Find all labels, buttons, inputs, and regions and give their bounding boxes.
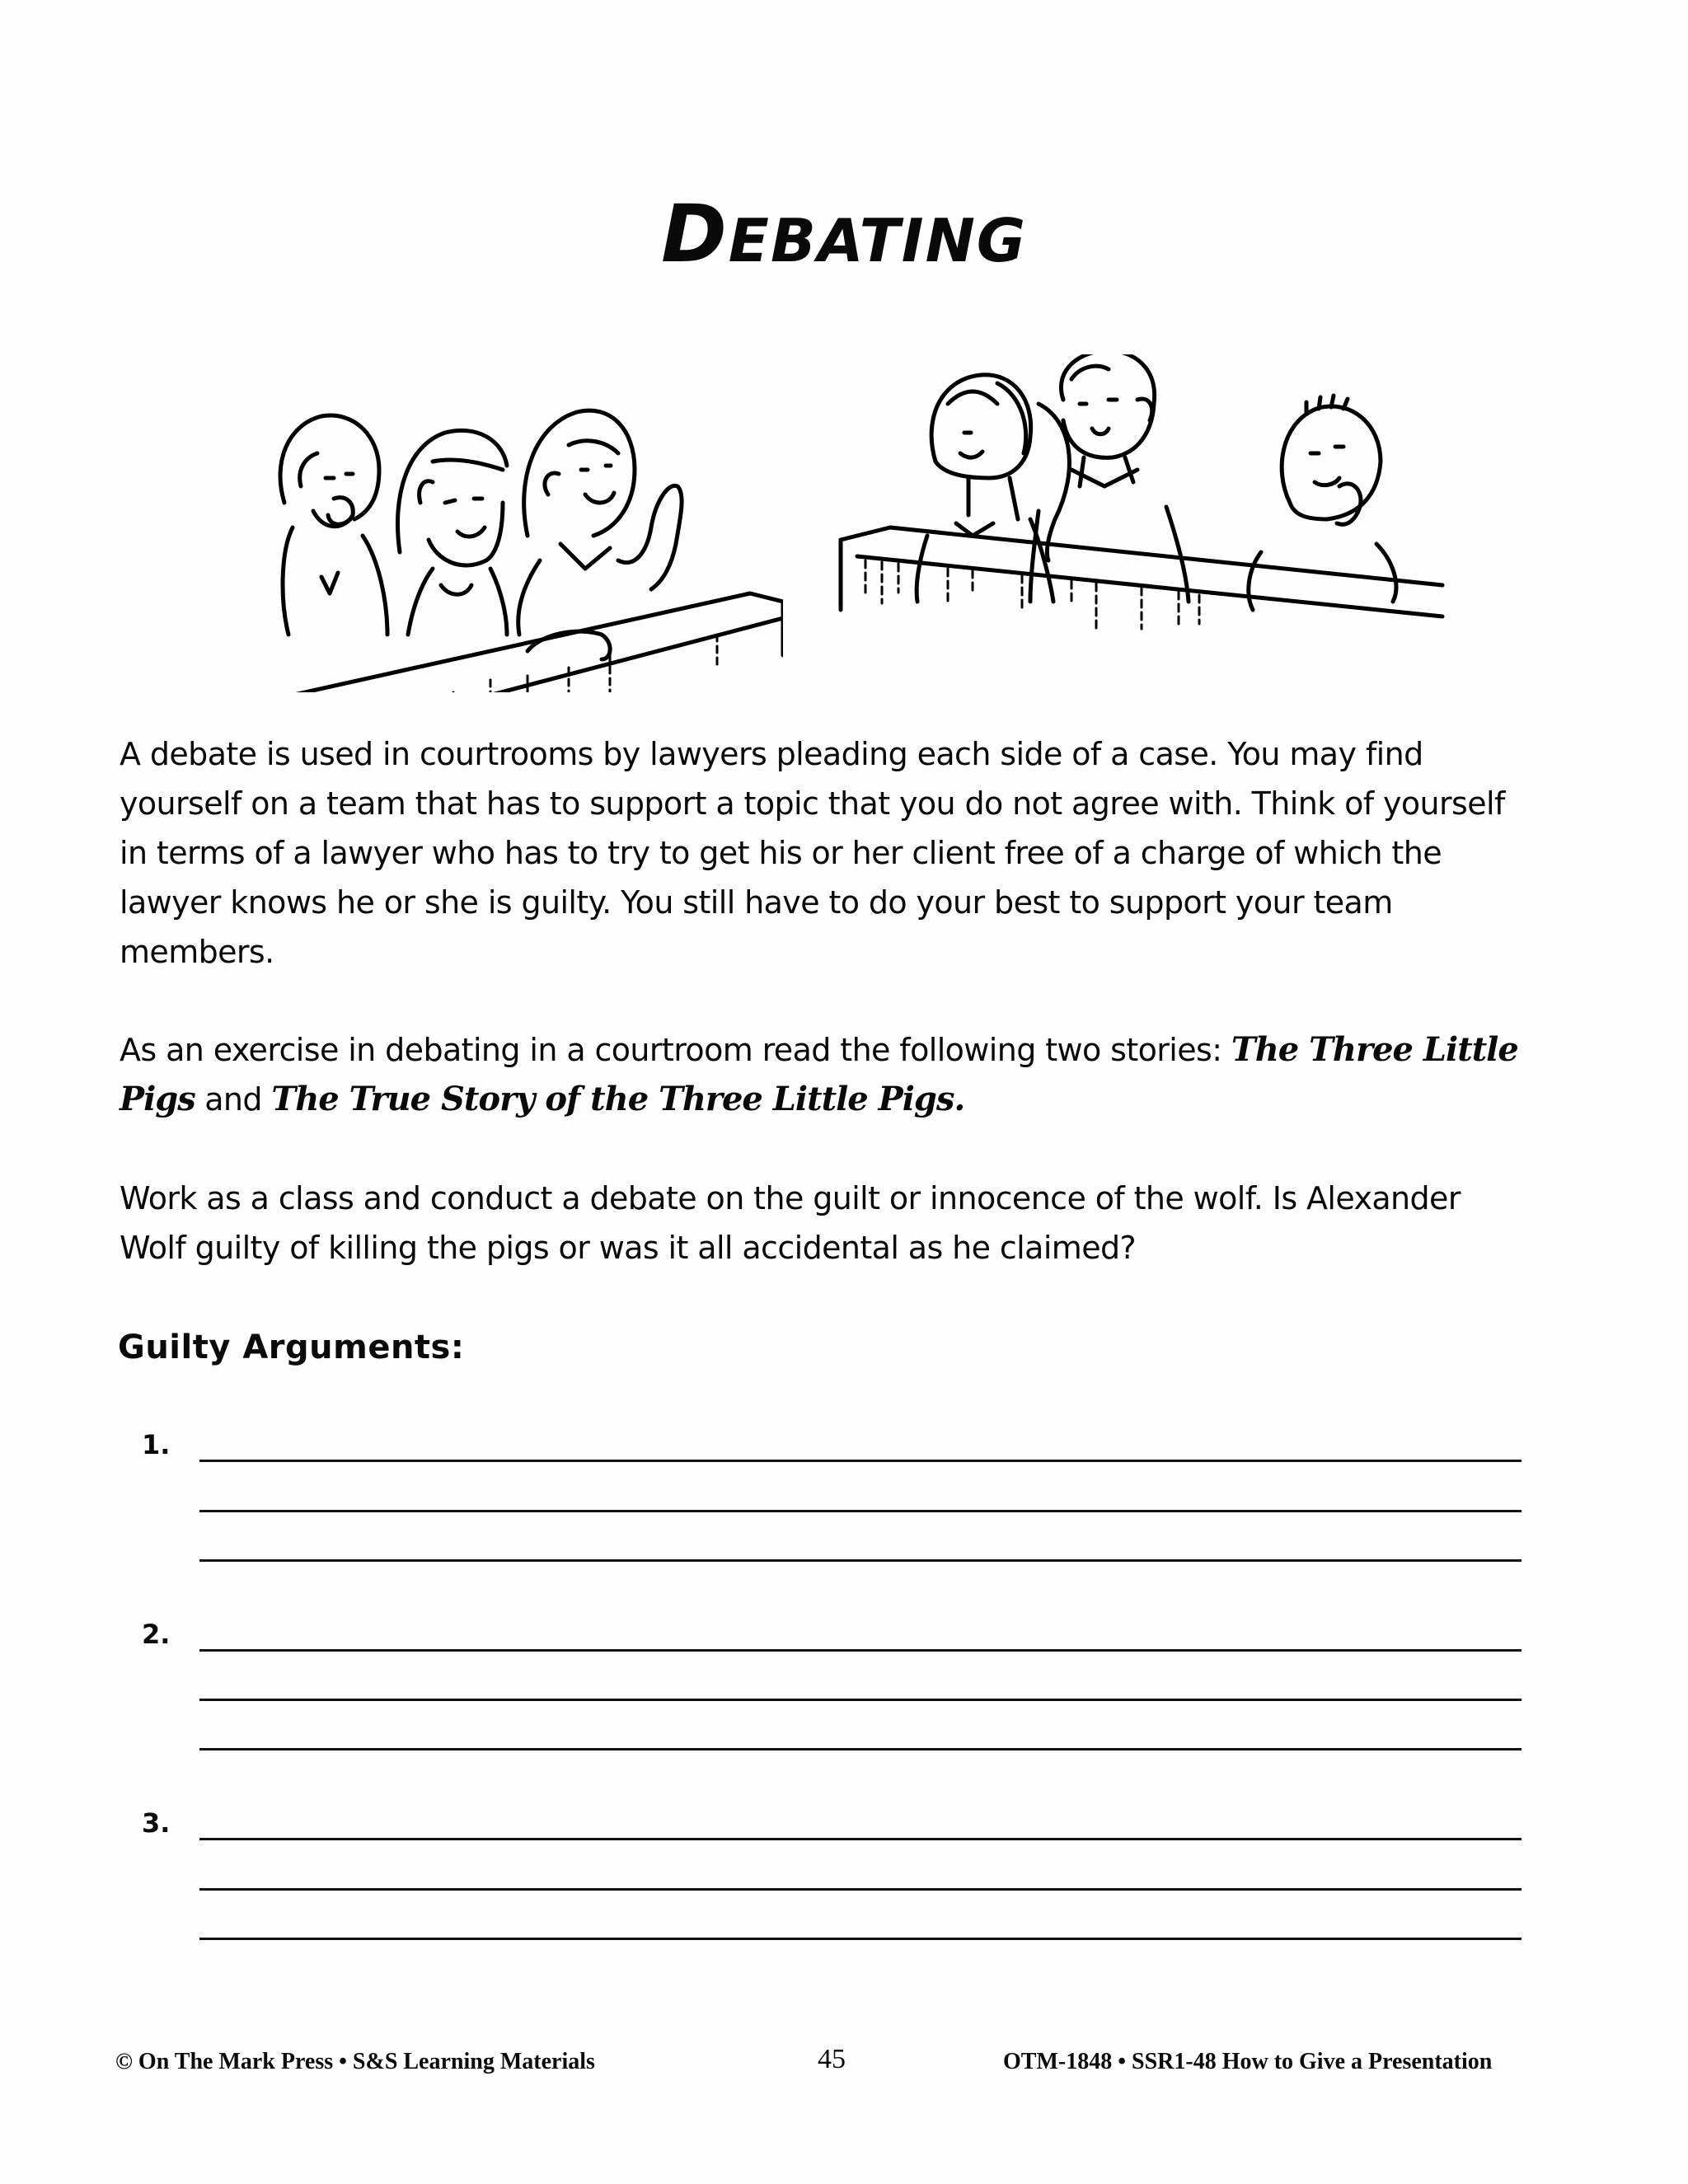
answer-line[interactable] [199, 1460, 1522, 1462]
answer-line[interactable] [199, 1838, 1522, 1840]
answer-line[interactable] [199, 1748, 1522, 1750]
debate-instruction-paragraph [120, 1174, 1537, 1272]
argument-number: 1. [142, 1429, 171, 1460]
title-rest: EBATING [728, 206, 1027, 275]
instruction-line: Wolf guilty of killing the pigs or was it all accidental as he claimed? [120, 1230, 1137, 1266]
book-title-true-story: The True Story of the Three Little Pigs. [271, 1080, 965, 1118]
intro-line: yourself on a team that has to support a topic that you do not agree with. Think of yourself [120, 785, 1505, 822]
intro-line: in terms of a lawyer who has to try to get his or her client free of a charge of which the [120, 835, 1442, 871]
intro-line: members. [120, 934, 274, 970]
students-left-illustration [256, 363, 783, 692]
intro-paragraph [120, 729, 1537, 977]
argument-number: 3. [142, 1807, 171, 1839]
guilty-arguments-heading: Guilty Arguments: [118, 1329, 465, 1366]
answer-line[interactable] [199, 1559, 1522, 1562]
footer-copyright: © On The Mark Press • S&S Learning Materials [115, 2049, 595, 2074]
page-number: 45 [818, 2044, 846, 2074]
answer-line[interactable] [199, 1699, 1522, 1701]
argument-number: 2. [142, 1619, 171, 1650]
exercise-text: As an exercise in debating in a courtroom read the following two stories: [120, 1032, 1231, 1068]
book-title-three-little-pigs: The Three Little [1231, 1030, 1518, 1069]
exercise-paragraph [120, 1025, 1537, 1124]
answer-line[interactable] [199, 1649, 1522, 1652]
instruction-line: Work as a class and conduct a debate on the guilt or innocence of the wolf. Is Alexander [120, 1180, 1461, 1216]
book-title-three-little-pigs-cont: Pigs [120, 1080, 195, 1118]
intro-line: lawyer knows he or she is guilty. You still have to do your best to support your team [120, 884, 1393, 921]
exercise-conjunction: and [195, 1081, 272, 1118]
title-initial: D [661, 188, 729, 280]
students-right-illustration [832, 354, 1451, 659]
intro-line: A debate is used in courtrooms by lawyers pleading each side of a case. You may find [120, 736, 1423, 772]
exercise-line-1 [120, 1025, 1537, 1075]
footer-product-code: OTM-1848 • SSR1-48 How to Give a Presentation [1003, 2049, 1493, 2074]
answer-line[interactable] [199, 1938, 1522, 1940]
answer-line[interactable] [199, 1888, 1522, 1891]
page-title [0, 188, 1688, 280]
answer-line[interactable] [199, 1510, 1522, 1512]
exercise-line-2 [120, 1075, 1537, 1124]
